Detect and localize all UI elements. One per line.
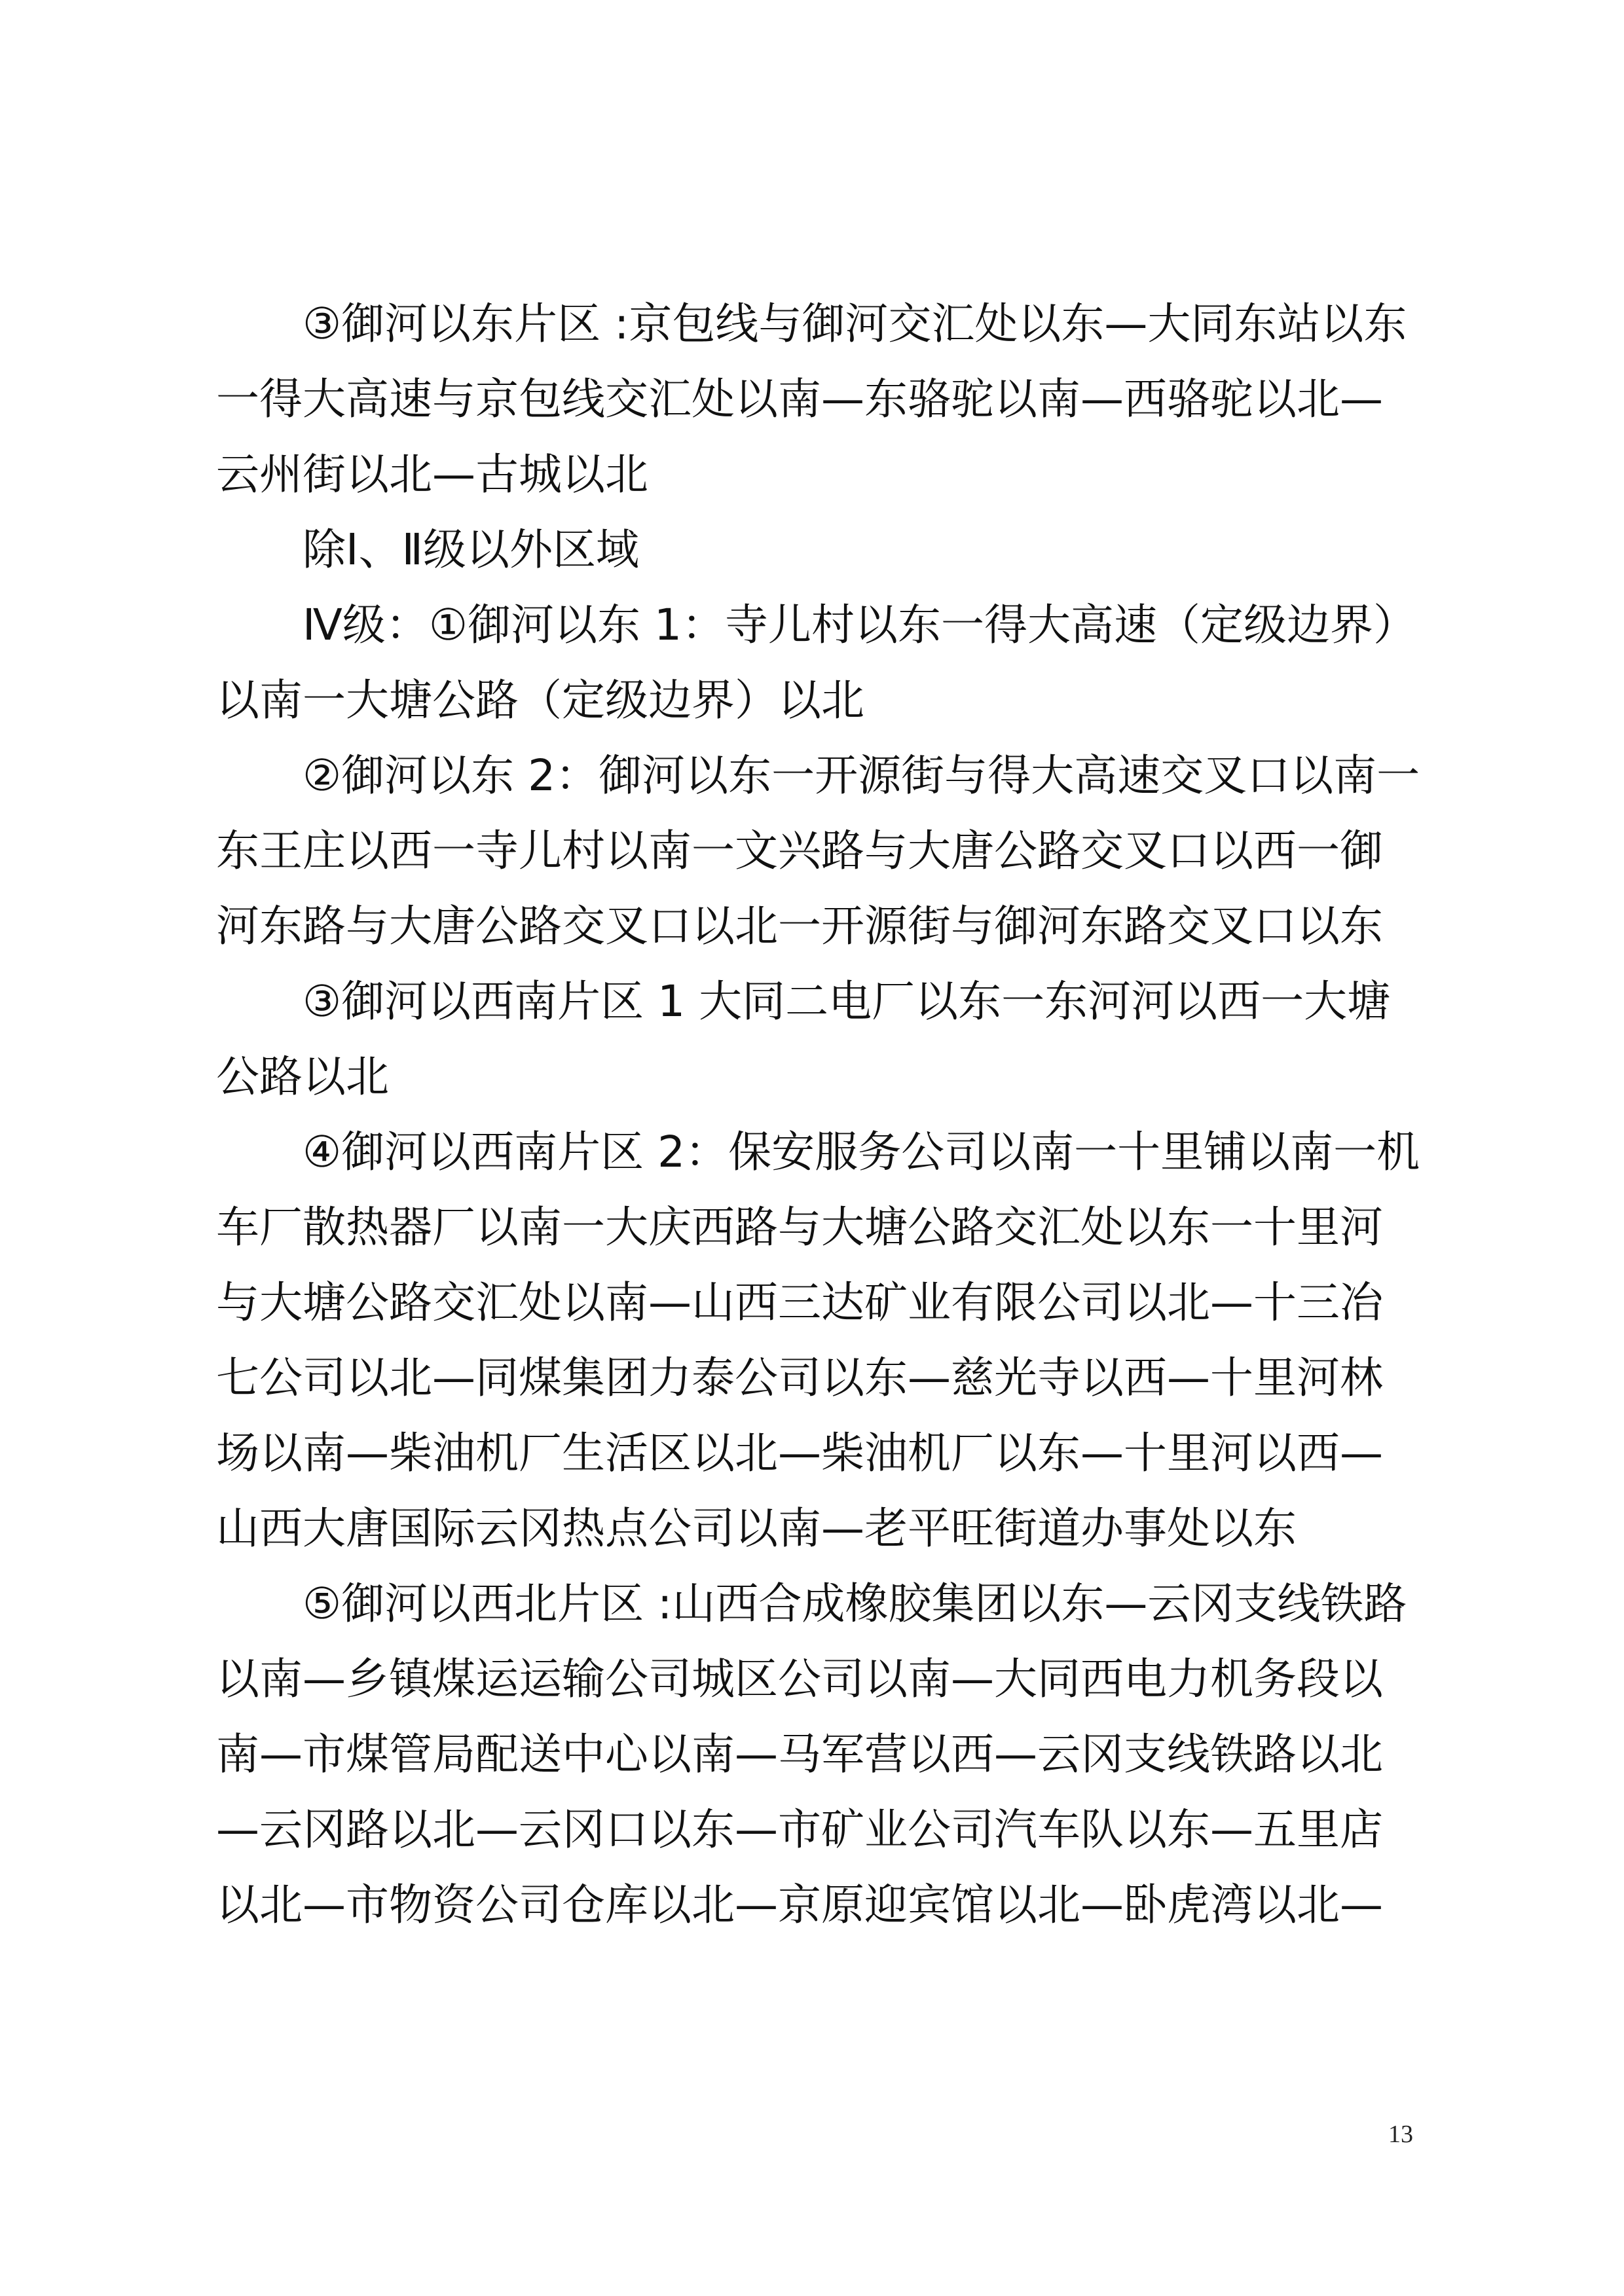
text-line-9: 河东路与大唐公路交叉口以北一开源街与御河东路交叉口以东 (216, 901, 1383, 951)
text-line-15: 七公司以北—同煤集团力泰公司以东—慈光寺以西—十里河林 (216, 1353, 1383, 1403)
text-line-11: 公路以北 (216, 1051, 389, 1102)
text-line-18: ⑤御河以西北片区 :山西合成橡胶集团以东—云冈支线铁路 (303, 1578, 1407, 1629)
text-line-22: 以北—市物资公司仓库以北—京原迎宾馆以北—卧虎湾以北— (216, 1880, 1383, 1930)
text-line-8: 东王庄以西一寺儿村以南一文兴路与大唐公路交叉口以西一御 (216, 826, 1383, 876)
text-line-14: 与大塘公路交汇处以南—山西三达矿业有限公司以北—十三冶 (216, 1277, 1383, 1328)
page-number: 13 (1388, 2121, 1413, 2148)
text-line-5: Ⅳ级：①御河以东 1：寺儿村以东一得大高速（定级边界） (303, 600, 1417, 650)
text-line-19: 以南—乡镇煤运运输公司城区公司以南—大同西电力机务段以 (216, 1654, 1383, 1704)
text-line-13: 车厂散热器厂以南一大庆西路与大塘公路交汇处以东一十里河 (216, 1202, 1383, 1252)
text-line-2: 一得大高速与京包线交汇处以南—东骆驼以南—西骆驼以北— (216, 374, 1383, 424)
text-line-4: 除Ⅰ、Ⅱ级以外区域 (303, 524, 639, 575)
text-line-12: ④御河以西南片区 2：保安服务公司以南一十里铺以南一机 (303, 1127, 1420, 1177)
text-line-6: 以南一大塘公路（定级边界）以北 (216, 675, 864, 725)
text-line-17: 山西大唐国际云冈热点公司以南—老平旺街道办事处以东 (216, 1503, 1297, 1554)
text-line-7: ②御河以东 2：御河以东一开源街与得大高速交叉口以南一 (303, 750, 1420, 801)
text-line-20: 南—市煤管局配送中心以南—马军营以西—云冈支线铁路以北 (216, 1729, 1383, 1779)
text-line-16: 场以南—柴油机厂生活区以北—柴油机厂以东—十里河以西— (216, 1428, 1383, 1478)
text-line-10: ③御河以西南片区 1 大同二电厂以东一东河河以西一大塘 (303, 976, 1391, 1027)
text-line-21: —云冈路以北—云冈口以东—市矿业公司汽车队以东—五里店 (216, 1804, 1383, 1855)
text-line-1: ③御河以东片区 :京包线与御河交汇处以东—大同东站以东 (303, 299, 1407, 349)
text-line-3: 云州街以北—古城以北 (216, 449, 648, 500)
